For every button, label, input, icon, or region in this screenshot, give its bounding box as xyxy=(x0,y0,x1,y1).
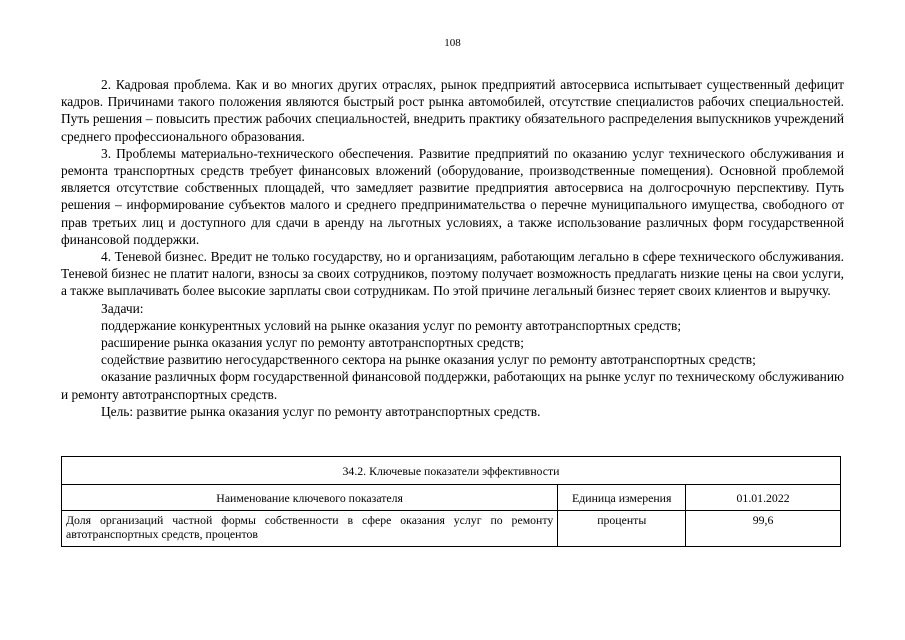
table-row xyxy=(62,511,841,547)
indicator-name-cell: Доля организаций частной формы собственности в сфере оказания услуг по ремонту автотранспортных средств, процентов xyxy=(62,511,558,547)
goal-paragraph: Цель: развитие рынка оказания услуг по ремонту автотранспортных средств. xyxy=(101,403,541,419)
tasks-heading: Задачи: xyxy=(101,300,144,316)
table-title: 34.2. Ключевые показатели эффективности xyxy=(62,457,841,485)
header-unit: Единица измерения xyxy=(558,485,686,511)
task-item: содействие развитию негосударственного сектора на рынке оказания услуг по ремонту автотранспортных средств; xyxy=(101,352,756,368)
kpi-table xyxy=(61,456,841,547)
table-header-row xyxy=(62,485,841,511)
page-number: 108 xyxy=(444,37,461,49)
header-indicator-name: Наименование ключевого показателя xyxy=(62,485,558,511)
paragraph-shadow-business: 4. Теневой бизнес. Вредит не только государству, но и организациям, работающим легально в сфере технического обслуживания. Теневой бизнес не платит налоги, взносы за своих сотрудников, поэтому получает возможность предлагать низкие цены на свои услуги, а также выплачивать более высокие зарплаты свои сотрудникам. По этой причине легальный бизнес теряет своих клиентов и выручку. xyxy=(61,249,844,299)
task-item: оказание различных форм государственной финансовой поддержки, работающих на рынке услуг по техническому обслуживанию и ремонту автотранспортных средств. xyxy=(61,369,844,402)
task-item: расширение рынка оказания услуг по ремонту автотранспортных средств; xyxy=(101,335,524,351)
document-body xyxy=(61,76,844,420)
indicator-unit-cell: проценты xyxy=(558,511,686,547)
task-item: поддержание конкурентных условий на рынке оказания услуг по ремонту автотранспортных средств; xyxy=(101,317,682,333)
header-date: 01.01.2022 xyxy=(686,485,841,511)
table-title-row xyxy=(62,457,841,485)
paragraph-material-problems: 3. Проблемы материально-технического обеспечения. Развитие предприятий по оказанию услуг технического обслуживания и ремонта транспортных средств требует финансовых вложений (оборудование, производственные помещения). Основной проблемой является отсутствие собственных площадей, что замедляет развитие предприятия автосервиса на долгосрочную перспективу. Путь решения – информирование субъектов малого и среднего предпринимательства о перечне муниципального имущества, свободного от прав третьих лиц и доступного для сдачи в аренду на льготных условиях, а также использование различных форм государственной финансовой поддержки. xyxy=(61,145,844,247)
paragraph-staffing-problem: 2. Кадровая проблема. Как и во многих других отраслях, рынок предприятий автосервиса испытывает существенный дефицит кадров. Причинами такого положения являются быстрый рост рынка автомобилей, отсутствие специалистов рабочих специальностей. Путь решения – повысить престиж рабочих специальностей, внедрить практику обязательного распределения выпускников учреждений среднего профессионального образования. xyxy=(61,77,844,144)
indicator-value-cell: 99,6 xyxy=(686,511,841,547)
